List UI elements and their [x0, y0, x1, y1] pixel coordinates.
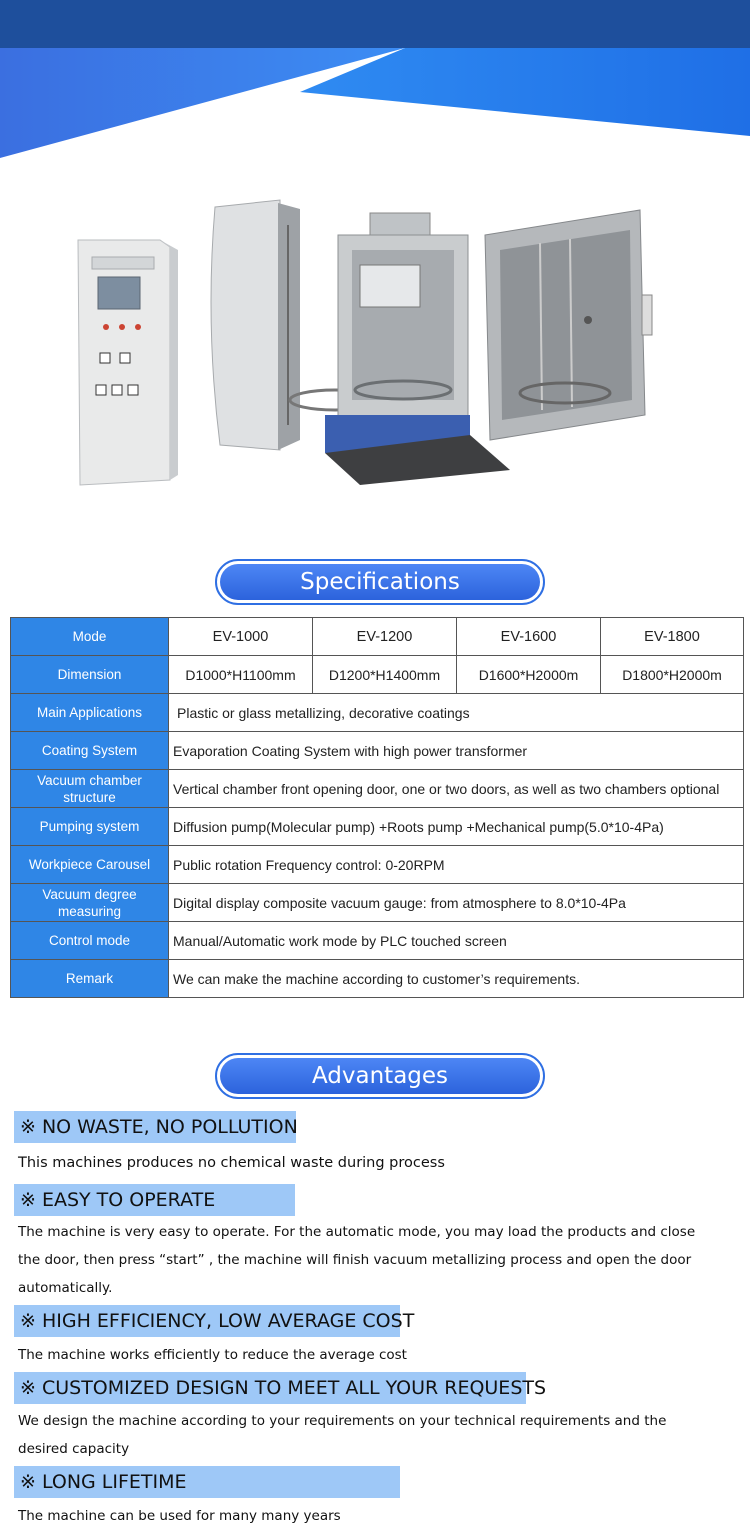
- row-label-dimension: Dimension: [11, 656, 169, 694]
- advantage-text-high-efficiency: The machine works efficiently to reduce the average cost: [18, 1347, 407, 1363]
- table-row: [11, 732, 744, 770]
- specifications-table: [10, 617, 744, 998]
- row-label-coating-system: Coating System: [11, 732, 169, 770]
- value-vacuum-chamber-structure: Vertical chamber front opening door, one or two doors, as well as two chambers optional: [169, 770, 744, 808]
- row-label-workpiece-carousel: Workpiece Carousel: [11, 846, 169, 884]
- banner-graphic: [0, 0, 750, 160]
- row-label-remark: Remark: [11, 960, 169, 998]
- advantages-heading-frame: [215, 1053, 545, 1099]
- advantage-title-long-lifetime: ※ LONG LIFETIME: [14, 1466, 400, 1498]
- advantage-title-no-waste: ※ NO WASTE, NO POLLUTION: [14, 1111, 296, 1143]
- row-label-vacuum-degree-measuring: Vacuum degree measuring: [11, 884, 169, 922]
- row-label-mode: Mode: [11, 618, 169, 656]
- dimension-cell: D1000*H1100mm: [169, 656, 313, 694]
- row-label-pumping-system: Pumping system: [11, 808, 169, 846]
- row-label-main-applications: Main Applications: [11, 694, 169, 732]
- table-row: [11, 770, 744, 808]
- value-vacuum-degree-measuring: Digital display composite vacuum gauge: from atmosphere to 8.0*10-4Pa: [169, 884, 744, 922]
- value-workpiece-carousel: Public rotation Frequency control: 0-20RPM: [169, 846, 744, 884]
- advantage-text-no-waste: This machines produces no chemical waste during process: [18, 1155, 445, 1171]
- row-label-vacuum-chamber-structure: Vacuum chamber structure: [11, 770, 169, 808]
- specifications-heading: Specifications: [220, 564, 540, 600]
- model-cell: EV-1000: [169, 618, 313, 656]
- table-row: [11, 846, 744, 884]
- dimension-cell: D1800*H2000m: [601, 656, 744, 694]
- advantage-text-long-lifetime: The machine can be used for many many years: [18, 1508, 341, 1524]
- table-row: [11, 922, 744, 960]
- advantage-title-customized-design: ※ CUSTOMIZED DESIGN TO MEET ALL YOUR REQUESTS: [14, 1372, 526, 1404]
- header-banner: [0, 0, 750, 160]
- vacuum-chamber: [325, 213, 510, 485]
- dimension-cell: D1600*H2000m: [457, 656, 601, 694]
- value-remark: We can make the machine according to customer’s requirements.: [169, 960, 744, 998]
- control-cabinet: [78, 240, 178, 485]
- value-control-mode: Manual/Automatic work mode by PLC touched screen: [169, 922, 744, 960]
- advantage-text-easy-to-operate: The machine is very easy to operate. For the automatic mode, you may load the products and close the door, then press “start” , the machine will finish vacuum metallizing process and open the door automatically.: [18, 1224, 696, 1296]
- model-cell: EV-1600: [457, 618, 601, 656]
- model-cell: EV-1800: [601, 618, 744, 656]
- product-image: [70, 195, 670, 495]
- table-row: [11, 808, 744, 846]
- dimension-cell: D1200*H1400mm: [313, 656, 457, 694]
- value-coating-system: Evaporation Coating System with high power transformer: [169, 732, 744, 770]
- advantage-text-customized-design: We design the machine according to your requirements on your technical requirements and the desired capacity: [18, 1413, 667, 1457]
- specifications-heading-frame: [215, 559, 545, 605]
- advantage-title-easy-to-operate: ※ EASY TO OPERATE: [14, 1184, 295, 1216]
- table-row: [11, 960, 744, 998]
- value-pumping-system: Diffusion pump(Molecular pump) +Roots pump +Mechanical pump(5.0*10-4Pa): [169, 808, 744, 846]
- chamber-right-door: [485, 210, 652, 440]
- row-label-control-mode: Control mode: [11, 922, 169, 960]
- advantage-title-high-efficiency: ※ HIGH EFFICIENCY, LOW AVERAGE COST: [14, 1305, 400, 1337]
- table-row: [11, 694, 744, 732]
- table-row-mode: [11, 618, 744, 656]
- table-row-dimension: [11, 656, 744, 694]
- model-cell: EV-1200: [313, 618, 457, 656]
- advantages-heading: Advantages: [220, 1058, 540, 1094]
- table-row: [11, 884, 744, 922]
- value-main-applications: Plastic or glass metallizing, decorative coatings: [169, 694, 744, 732]
